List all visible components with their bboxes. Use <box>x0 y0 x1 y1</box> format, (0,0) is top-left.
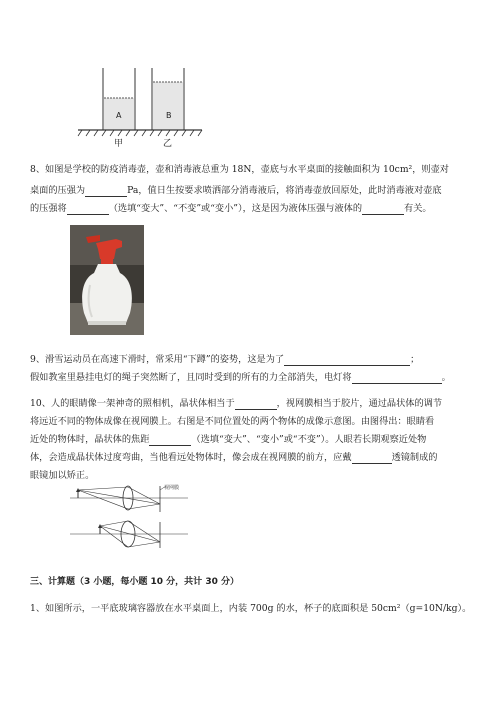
q8-line2-unit: Pa，值日生按要求喷洒部分消毒液后，将消毒壶放回原处，此时消毒液对壶底 <box>127 185 442 196</box>
q8-line3-post: 有关。 <box>404 203 432 214</box>
q9-line2-pre: 假如教室里悬挂电灯的绳子突然断了，且同时受到的所有的力全部消失，电灯将 <box>30 372 352 383</box>
q9-purpose-blank[interactable] <box>284 355 410 366</box>
q10-line4-post: 透镜制成的 <box>391 452 438 463</box>
spray-bottle-photo <box>70 225 144 335</box>
containers-figure <box>70 60 210 148</box>
retina-label: 视网膜 <box>164 485 180 491</box>
eye-lens-diagram <box>70 484 190 550</box>
q10-lens-blank[interactable] <box>235 399 277 410</box>
q9-line1-post: ； <box>410 354 420 365</box>
q10-line2: 将远近不同的物体成像在视网膜上。右图是不同位置处的两个物体的成像示意图。由图得出：眼睛看 <box>30 416 435 427</box>
label-jia: 甲 <box>114 139 124 148</box>
q10-line3-pre: 近处的物体时，晶状体的焦距 <box>30 434 150 445</box>
label-yi: 乙 <box>163 139 173 148</box>
section3-heading: 三、计算题（3 小题，每小题 10 分，共计 30 分） <box>30 577 239 587</box>
q10-corrective-blank[interactable] <box>352 453 392 464</box>
q8-pressure-blank[interactable] <box>85 186 127 197</box>
label-b: B <box>166 111 172 120</box>
q8-line2 <box>30 184 442 197</box>
q8-line3-mid: （选填“变大”、“不变”或“变小”），这是因为液体压强与液体的 <box>108 203 363 214</box>
q8-line2-pre: 桌面的压强为 <box>30 185 86 196</box>
section3-q1: 1、如图所示，一平底玻璃容器放在水平桌面上，内装 700g 的水，杯子的底面积是 50cm²（g=10N/kg）。 <box>30 603 472 614</box>
q9-line1-pre: 9、滑雪运动员在高速下滑时，常采用“下蹲”的姿势，这是为了 <box>30 354 285 365</box>
q9-line1 <box>30 353 419 366</box>
q8-line3 <box>30 202 432 215</box>
q9-line2 <box>30 371 451 384</box>
q10-line3-post: （选填“变大”、“变小”或“不变”）。人眼若长期观察近处物 <box>191 434 427 445</box>
q8-line1: 8、如图是学校的防疫消毒壶，壶和消毒液总重为 18N，壶底与水平桌面的接触面积为 10cm²，则壶对 <box>30 164 449 175</box>
q10-line4 <box>30 451 438 464</box>
q10-focal-blank[interactable] <box>149 435 191 446</box>
q10-line5: 眼镜加以矫正。 <box>30 470 95 481</box>
q10-line3 <box>30 433 426 446</box>
q8-line3-pre: 的压强将 <box>30 203 67 214</box>
q10-line1-post: ，视网膜相当于胶片，通过晶状体的调节 <box>276 398 443 409</box>
q10-line1 <box>30 397 442 410</box>
q10-line4-pre: 体，会造成晶状体过度弯曲，当他看远处物体时，像会成在视网膜的前方，应戴 <box>30 452 352 463</box>
q9-lamp-blank[interactable] <box>352 373 442 384</box>
q10-line1-pre: 10、人的眼睛像一架神奇的照相机，晶状体相当于 <box>30 398 235 409</box>
label-a: A <box>116 111 122 120</box>
q8-change-blank[interactable] <box>67 204 109 215</box>
q9-line2-post: 。 <box>441 372 451 383</box>
q8-factor-blank[interactable] <box>362 204 404 215</box>
